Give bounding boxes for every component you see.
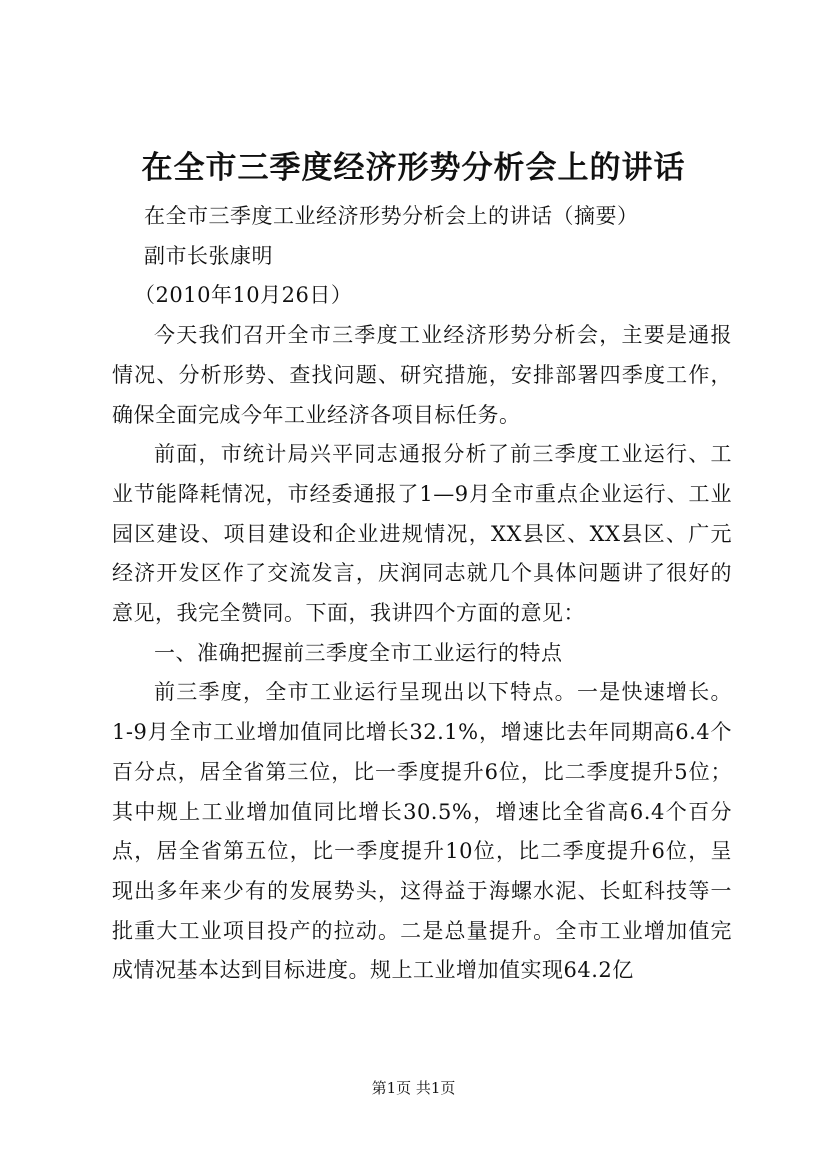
- paragraph-2: 前面，市统计局兴平同志通报分析了前三季度工业运行、工业节能降耗情况，市经委通报了1—9月全市重点企业运行、工业园区建设、项目建设和企业进规情况，XX县区、XX县区、广元经济开发区作了交流发言，庆润同志就几个具体问题讲了很好的意见，我完全赞同。下面，我讲四个方面的意见：: [112, 442, 732, 626]
- section-heading-1: 一、准确把握前三季度全市工业运行的特点: [154, 640, 563, 665]
- speaker-line: 副市长张康明: [144, 243, 273, 268]
- document-title: 在全市三季度经济形势分析会上的讲话: [141, 150, 686, 186]
- paragraph-3: 前三季度，全市工业运行呈现出以下特点。一是快速增长。1-9月全市工业增加值同比增长32.1%，增速比去年同期高6.4个百分点，居全省第三位，比一季度提升6位，比二季度提升5位；其中规上工业增加值同比增长30.5%，增速比全省高6.4个百分点，居全省第五位，比一季度提升10位，比二季度提升6位，呈现出多年来少有的发展势头，这得益于海螺水泥、长虹科技等一批重大工业项目投产的拉动。二是总量提升。全市工业增加值完成情况基本达到目标进度。规上工业增加值实现64.2亿: [112, 680, 732, 983]
- document-body: [112, 197, 732, 991]
- subtitle: 在全市三季度工业经济形势分析会上的讲话（摘要）: [144, 204, 639, 228]
- paragraph-1: 今天我们召开全市三季度工业经济形势分析会，主要是通报情况、分析形势、查找问题、研究措施，安排部署四季度工作，确保全面完成今年工业经济各项目标任务。: [112, 323, 732, 427]
- date-line: （2010年10月26日）: [134, 283, 353, 308]
- page-footer: 第1页 共1页: [371, 1079, 456, 1097]
